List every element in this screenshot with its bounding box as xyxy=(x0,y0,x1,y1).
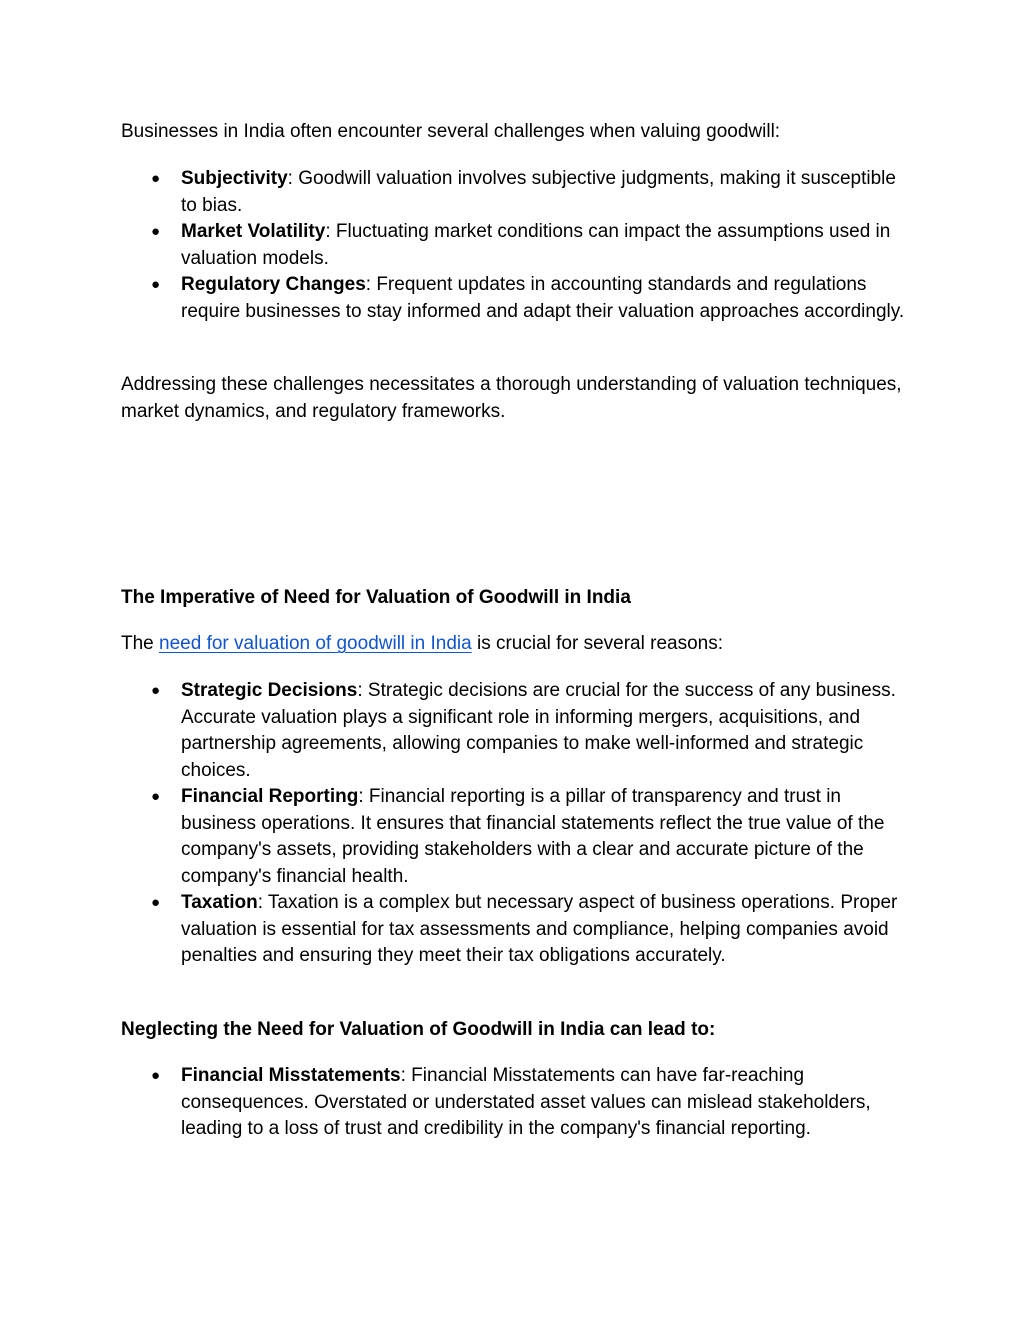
bullet-icon: ● xyxy=(151,1067,161,1084)
reasons-list xyxy=(121,678,911,970)
list-item-text: : Frequent updates in accounting standards and regulations require businesses to stay informed and adapt their valuation approaches accordingly. xyxy=(181,274,905,322)
list-item-term: Subjectivity xyxy=(181,168,288,189)
bullet-icon: ● xyxy=(151,276,161,293)
list-item xyxy=(121,219,911,272)
consequences-list xyxy=(121,1063,911,1143)
list-item xyxy=(121,1063,911,1143)
challenges-list xyxy=(121,166,911,325)
list-item xyxy=(121,784,911,890)
challenges-intro: Businesses in India often encounter several challenges when valuing goodwill: xyxy=(121,121,781,142)
list-item-term: Financial Reporting xyxy=(181,786,359,807)
bullet-icon: ● xyxy=(151,788,161,805)
list-item xyxy=(121,166,911,219)
bullet-icon: ● xyxy=(151,894,161,911)
list-item-term: Market Volatility xyxy=(181,221,326,242)
section-heading-imperative: The Imperative of Need for Valuation of Goodwill in India xyxy=(121,587,631,608)
list-item-text: : Goodwill valuation involves subjective judgments, making it susceptible to bias. xyxy=(181,168,896,216)
list-item-text: : Fluctuating market conditions can impact the assumptions used in valuation models. xyxy=(181,221,891,269)
list-item-term: Financial Misstatements xyxy=(181,1065,401,1086)
list-item-term: Taxation xyxy=(181,892,258,913)
reasons-intro-suffix: is crucial for several reasons: xyxy=(471,633,724,654)
list-item xyxy=(121,272,911,325)
bullet-icon: ● xyxy=(151,170,161,187)
list-item-text: : Financial Misstatements can have far-reaching consequences. Overstated or understated asset values can mislead stakeholders, leading to a loss of trust and credibility in the company's financial reporting. xyxy=(181,1065,871,1139)
list-item-text: : Financial reporting is a pillar of transparency and trust in business operations. It ensures that financial statements reflect the true value of the company's assets, providing stakeholders with a clear and accurate picture of the company's financial health. xyxy=(181,786,885,887)
bullet-icon: ● xyxy=(151,682,161,699)
list-item-text: : Taxation is a complex but necessary aspect of business operations. Proper valuation is essential for tax assessments and compliance, helping companies avoid penalties and ensuring they meet their tax obligations accurately. xyxy=(181,892,898,966)
reasons-intro xyxy=(121,631,911,658)
section-heading-neglecting: Neglecting the Need for Valuation of Goodwill in India can lead to: xyxy=(121,1019,716,1040)
list-item xyxy=(121,678,911,784)
reasons-intro-prefix: The xyxy=(121,633,160,654)
goodwill-valuation-link[interactable]: need for valuation of goodwill in India xyxy=(159,633,472,654)
list-item-term: Regulatory Changes xyxy=(181,274,366,295)
list-item-text: : Strategic decisions are crucial for the success of any business. Accurate valuation plays a significant role in informing mergers, acquisitions, and partnership agreements, allowing companies to make well-informed and strategic choices. xyxy=(181,680,896,781)
list-item xyxy=(121,890,911,970)
challenges-closing: Addressing these challenges necessitates a thorough understanding of valuation techniques, market dynamics, and regulatory frameworks. xyxy=(121,374,902,422)
bullet-icon: ● xyxy=(151,223,161,240)
list-item-term: Strategic Decisions xyxy=(181,680,358,701)
